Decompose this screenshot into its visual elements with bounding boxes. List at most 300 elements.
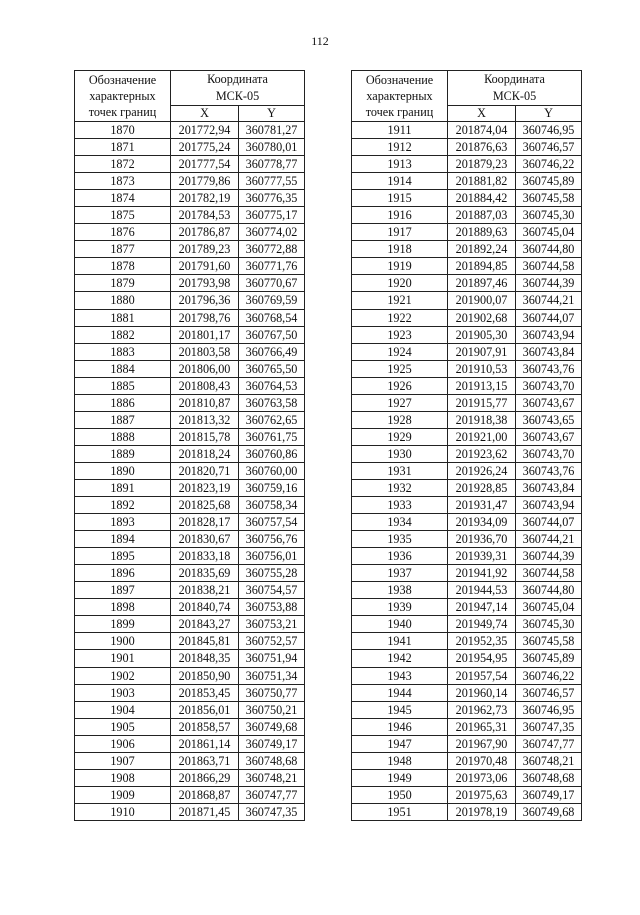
y-coordinate-cell: 360756,01 bbox=[239, 548, 305, 565]
x-coordinate-cell: 201889,63 bbox=[448, 224, 516, 241]
x-coordinate-cell: 201902,68 bbox=[448, 309, 516, 326]
point-number-cell: 1932 bbox=[352, 479, 448, 496]
table-row bbox=[352, 139, 582, 156]
point-number-cell: 1907 bbox=[75, 752, 171, 769]
table-row bbox=[352, 752, 582, 769]
x-coordinate-cell: 201833,18 bbox=[171, 548, 239, 565]
x-coordinate-cell: 201936,70 bbox=[448, 531, 516, 548]
table-row bbox=[75, 803, 305, 820]
point-number-cell: 1940 bbox=[352, 616, 448, 633]
point-number-cell: 1894 bbox=[75, 531, 171, 548]
table-row bbox=[352, 514, 582, 531]
x-coordinate-cell: 201823,19 bbox=[171, 479, 239, 496]
table-row bbox=[75, 667, 305, 684]
table-row bbox=[352, 769, 582, 786]
x-coordinate-cell: 201907,91 bbox=[448, 343, 516, 360]
y-coordinate-cell: 360781,27 bbox=[239, 122, 305, 139]
y-coordinate-cell: 360743,76 bbox=[516, 462, 582, 479]
x-coordinate-cell: 201871,45 bbox=[171, 803, 239, 820]
table-row bbox=[352, 411, 582, 428]
point-number-cell: 1947 bbox=[352, 735, 448, 752]
y-coordinate-cell: 360743,94 bbox=[516, 326, 582, 343]
point-number-cell: 1891 bbox=[75, 479, 171, 496]
y-coordinate-cell: 360769,59 bbox=[239, 292, 305, 309]
table-row bbox=[75, 275, 305, 292]
x-coordinate-cell: 201808,43 bbox=[171, 377, 239, 394]
point-number-cell: 1890 bbox=[75, 462, 171, 479]
x-coordinate-cell: 201967,90 bbox=[448, 735, 516, 752]
point-number-cell: 1875 bbox=[75, 207, 171, 224]
x-coordinate-cell: 201928,85 bbox=[448, 479, 516, 496]
y-coordinate-cell: 360768,54 bbox=[239, 309, 305, 326]
y-coordinate-cell: 360749,68 bbox=[239, 718, 305, 735]
point-number-cell: 1871 bbox=[75, 139, 171, 156]
x-coordinate-cell: 201879,23 bbox=[448, 156, 516, 173]
x-coordinate-cell: 201947,14 bbox=[448, 599, 516, 616]
point-number-cell: 1927 bbox=[352, 394, 448, 411]
point-number-cell: 1926 bbox=[352, 377, 448, 394]
table-row bbox=[352, 292, 582, 309]
table-row bbox=[352, 786, 582, 803]
y-coordinate-cell: 360743,84 bbox=[516, 479, 582, 496]
point-number-cell: 1900 bbox=[75, 633, 171, 650]
table-row bbox=[75, 224, 305, 241]
x-column-header: X bbox=[448, 106, 516, 122]
point-number-cell: 1889 bbox=[75, 445, 171, 462]
x-coordinate-cell: 201957,54 bbox=[448, 667, 516, 684]
x-coordinate-cell: 201881,82 bbox=[448, 173, 516, 190]
x-coordinate-cell: 201801,17 bbox=[171, 326, 239, 343]
y-coordinate-cell: 360748,21 bbox=[516, 752, 582, 769]
point-number-cell: 1918 bbox=[352, 241, 448, 258]
y-coordinate-cell: 360748,68 bbox=[239, 752, 305, 769]
x-coordinate-cell: 201939,31 bbox=[448, 548, 516, 565]
x-coordinate-cell: 201843,27 bbox=[171, 616, 239, 633]
x-coordinate-cell: 201828,17 bbox=[171, 514, 239, 531]
x-coordinate-cell: 201791,60 bbox=[171, 258, 239, 275]
x-coordinate-cell: 201861,14 bbox=[171, 735, 239, 752]
point-number-cell: 1883 bbox=[75, 343, 171, 360]
point-number-cell: 1888 bbox=[75, 428, 171, 445]
point-number-cell: 1904 bbox=[75, 701, 171, 718]
coordinate-header bbox=[448, 71, 582, 106]
x-coordinate-cell: 201897,46 bbox=[448, 275, 516, 292]
table-row bbox=[75, 786, 305, 803]
header-line: характерных bbox=[366, 89, 433, 103]
table-row bbox=[352, 190, 582, 207]
table-row bbox=[75, 156, 305, 173]
point-number-cell: 1948 bbox=[352, 752, 448, 769]
point-number-cell: 1936 bbox=[352, 548, 448, 565]
header-line: точек границ bbox=[365, 105, 434, 119]
x-coordinate-cell: 201863,71 bbox=[171, 752, 239, 769]
table-row bbox=[352, 633, 582, 650]
y-coordinate-cell: 360744,07 bbox=[516, 309, 582, 326]
point-number-cell: 1892 bbox=[75, 497, 171, 514]
y-coordinate-cell: 360757,54 bbox=[239, 514, 305, 531]
y-coordinate-cell: 360744,80 bbox=[516, 241, 582, 258]
point-number-cell: 1919 bbox=[352, 258, 448, 275]
y-coordinate-cell: 360744,80 bbox=[516, 582, 582, 599]
x-coordinate-cell: 201789,23 bbox=[171, 241, 239, 258]
y-coordinate-cell: 360754,57 bbox=[239, 582, 305, 599]
x-coordinate-cell: 201782,19 bbox=[171, 190, 239, 207]
x-coordinate-cell: 201900,07 bbox=[448, 292, 516, 309]
point-number-cell: 1870 bbox=[75, 122, 171, 139]
point-number-cell: 1945 bbox=[352, 701, 448, 718]
y-coordinate-cell: 360760,86 bbox=[239, 445, 305, 462]
y-column-header: Y bbox=[516, 106, 582, 122]
table-row bbox=[352, 531, 582, 548]
point-number-cell: 1950 bbox=[352, 786, 448, 803]
point-number-cell: 1873 bbox=[75, 173, 171, 190]
point-number-cell: 1909 bbox=[75, 786, 171, 803]
point-number-cell: 1949 bbox=[352, 769, 448, 786]
y-coordinate-cell: 360747,77 bbox=[239, 786, 305, 803]
y-coordinate-cell: 360750,77 bbox=[239, 684, 305, 701]
table-row bbox=[75, 207, 305, 224]
x-coordinate-cell: 201973,06 bbox=[448, 769, 516, 786]
coordinate-header bbox=[171, 71, 305, 106]
x-coordinate-cell: 201926,24 bbox=[448, 462, 516, 479]
y-coordinate-cell: 360774,02 bbox=[239, 224, 305, 241]
y-coordinate-cell: 360749,17 bbox=[239, 735, 305, 752]
table-body bbox=[352, 122, 582, 821]
table-row bbox=[352, 684, 582, 701]
table-row bbox=[75, 531, 305, 548]
table-row bbox=[75, 122, 305, 139]
table-row bbox=[75, 326, 305, 343]
y-coordinate-cell: 360743,70 bbox=[516, 377, 582, 394]
point-number-cell: 1944 bbox=[352, 684, 448, 701]
point-number-cell: 1942 bbox=[352, 650, 448, 667]
point-number-cell: 1893 bbox=[75, 514, 171, 531]
table-row bbox=[75, 548, 305, 565]
point-number-cell: 1924 bbox=[352, 343, 448, 360]
y-coordinate-cell: 360761,75 bbox=[239, 428, 305, 445]
point-number-cell: 1903 bbox=[75, 684, 171, 701]
x-coordinate-cell: 201856,01 bbox=[171, 701, 239, 718]
x-coordinate-cell: 201918,38 bbox=[448, 411, 516, 428]
y-coordinate-cell: 360746,95 bbox=[516, 701, 582, 718]
table-row bbox=[75, 343, 305, 360]
x-coordinate-cell: 201779,86 bbox=[171, 173, 239, 190]
x-coordinate-cell: 201960,14 bbox=[448, 684, 516, 701]
point-number-cell: 1881 bbox=[75, 309, 171, 326]
table-row bbox=[352, 275, 582, 292]
x-coordinate-cell: 201910,53 bbox=[448, 360, 516, 377]
point-number-cell: 1925 bbox=[352, 360, 448, 377]
table-row bbox=[75, 377, 305, 394]
table-row bbox=[352, 224, 582, 241]
point-number-cell: 1906 bbox=[75, 735, 171, 752]
header-line: Координата bbox=[207, 72, 268, 86]
y-coordinate-cell: 360745,04 bbox=[516, 599, 582, 616]
x-coordinate-cell: 201786,87 bbox=[171, 224, 239, 241]
table-row bbox=[352, 207, 582, 224]
y-coordinate-cell: 360746,57 bbox=[516, 684, 582, 701]
point-number-cell: 1911 bbox=[352, 122, 448, 139]
table-row bbox=[75, 292, 305, 309]
y-coordinate-cell: 360748,68 bbox=[516, 769, 582, 786]
coordinates-table-right bbox=[351, 70, 582, 821]
x-coordinate-cell: 201934,09 bbox=[448, 514, 516, 531]
y-coordinate-cell: 360771,76 bbox=[239, 258, 305, 275]
x-coordinate-cell: 201803,58 bbox=[171, 343, 239, 360]
table-row bbox=[352, 156, 582, 173]
x-coordinate-cell: 201830,67 bbox=[171, 531, 239, 548]
point-number-cell: 1885 bbox=[75, 377, 171, 394]
point-number-cell: 1887 bbox=[75, 411, 171, 428]
y-coordinate-cell: 360747,77 bbox=[516, 735, 582, 752]
table-row bbox=[352, 173, 582, 190]
table-row bbox=[75, 769, 305, 786]
header-line: Обозначение bbox=[88, 73, 157, 87]
table-row bbox=[352, 360, 582, 377]
y-coordinate-cell: 360772,88 bbox=[239, 241, 305, 258]
table-row bbox=[352, 462, 582, 479]
y-coordinate-cell: 360743,94 bbox=[516, 497, 582, 514]
point-number-cell: 1930 bbox=[352, 445, 448, 462]
y-coordinate-cell: 360751,34 bbox=[239, 667, 305, 684]
point-number-cell: 1880 bbox=[75, 292, 171, 309]
point-number-cell: 1928 bbox=[352, 411, 448, 428]
y-coordinate-cell: 360745,89 bbox=[516, 650, 582, 667]
point-number-cell: 1879 bbox=[75, 275, 171, 292]
table-row bbox=[352, 718, 582, 735]
x-coordinate-cell: 201777,54 bbox=[171, 156, 239, 173]
y-coordinate-cell: 360745,30 bbox=[516, 616, 582, 633]
y-coordinate-cell: 360753,21 bbox=[239, 616, 305, 633]
y-coordinate-cell: 360745,58 bbox=[516, 190, 582, 207]
table-row bbox=[75, 616, 305, 633]
x-coordinate-cell: 201810,87 bbox=[171, 394, 239, 411]
table-row bbox=[75, 258, 305, 275]
table-row bbox=[75, 411, 305, 428]
x-coordinate-cell: 201798,76 bbox=[171, 309, 239, 326]
x-coordinate-cell: 201941,92 bbox=[448, 565, 516, 582]
x-coordinate-cell: 201887,03 bbox=[448, 207, 516, 224]
y-coordinate-cell: 360743,76 bbox=[516, 360, 582, 377]
y-coordinate-cell: 360759,16 bbox=[239, 479, 305, 496]
x-coordinate-cell: 201815,78 bbox=[171, 428, 239, 445]
y-coordinate-cell: 360749,68 bbox=[516, 803, 582, 820]
point-number-cell: 1884 bbox=[75, 360, 171, 377]
point-number-cell: 1876 bbox=[75, 224, 171, 241]
y-coordinate-cell: 360745,89 bbox=[516, 173, 582, 190]
y-coordinate-cell: 360777,55 bbox=[239, 173, 305, 190]
table-row bbox=[352, 735, 582, 752]
table-row bbox=[75, 582, 305, 599]
table-row bbox=[75, 462, 305, 479]
point-number-cell: 1901 bbox=[75, 650, 171, 667]
table-row bbox=[352, 803, 582, 820]
point-number-cell: 1912 bbox=[352, 139, 448, 156]
x-coordinate-cell: 201853,45 bbox=[171, 684, 239, 701]
point-number-cell: 1951 bbox=[352, 803, 448, 820]
header-line: МСК-05 bbox=[215, 89, 260, 103]
y-coordinate-cell: 360747,35 bbox=[239, 803, 305, 820]
x-coordinate-cell: 201848,35 bbox=[171, 650, 239, 667]
point-number-cell: 1935 bbox=[352, 531, 448, 548]
x-coordinate-cell: 201921,00 bbox=[448, 428, 516, 445]
table-row bbox=[75, 173, 305, 190]
point-number-cell: 1929 bbox=[352, 428, 448, 445]
y-coordinate-cell: 360765,50 bbox=[239, 360, 305, 377]
x-coordinate-cell: 201876,63 bbox=[448, 139, 516, 156]
x-coordinate-cell: 201944,53 bbox=[448, 582, 516, 599]
y-coordinate-cell: 360763,58 bbox=[239, 394, 305, 411]
y-column-header: Y bbox=[239, 106, 305, 122]
table-row bbox=[352, 343, 582, 360]
y-coordinate-cell: 360780,01 bbox=[239, 139, 305, 156]
y-coordinate-cell: 360767,50 bbox=[239, 326, 305, 343]
x-coordinate-cell: 201818,24 bbox=[171, 445, 239, 462]
y-coordinate-cell: 360756,76 bbox=[239, 531, 305, 548]
point-number-cell: 1895 bbox=[75, 548, 171, 565]
table-row bbox=[352, 565, 582, 582]
x-coordinate-cell: 201892,24 bbox=[448, 241, 516, 258]
x-coordinate-cell: 201840,74 bbox=[171, 599, 239, 616]
x-coordinate-cell: 201845,81 bbox=[171, 633, 239, 650]
y-coordinate-cell: 360744,58 bbox=[516, 258, 582, 275]
point-number-cell: 1899 bbox=[75, 616, 171, 633]
x-coordinate-cell: 201820,71 bbox=[171, 462, 239, 479]
point-number-cell: 1923 bbox=[352, 326, 448, 343]
table-row bbox=[75, 701, 305, 718]
x-coordinate-cell: 201952,35 bbox=[448, 633, 516, 650]
y-coordinate-cell: 360745,30 bbox=[516, 207, 582, 224]
point-number-cell: 1872 bbox=[75, 156, 171, 173]
x-column-header: X bbox=[171, 106, 239, 122]
point-number-cell: 1882 bbox=[75, 326, 171, 343]
coordinates-table-left bbox=[74, 70, 305, 821]
x-coordinate-cell: 201931,47 bbox=[448, 497, 516, 514]
table-row bbox=[352, 241, 582, 258]
y-coordinate-cell: 360743,65 bbox=[516, 411, 582, 428]
point-number-cell: 1933 bbox=[352, 497, 448, 514]
x-coordinate-cell: 201838,21 bbox=[171, 582, 239, 599]
point-number-cell: 1915 bbox=[352, 190, 448, 207]
header-line: точек границ bbox=[88, 105, 157, 119]
y-coordinate-cell: 360744,39 bbox=[516, 275, 582, 292]
y-coordinate-cell: 360743,70 bbox=[516, 445, 582, 462]
point-number-cell: 1908 bbox=[75, 769, 171, 786]
point-number-cell: 1922 bbox=[352, 309, 448, 326]
y-coordinate-cell: 360770,67 bbox=[239, 275, 305, 292]
y-coordinate-cell: 360755,28 bbox=[239, 565, 305, 582]
point-number-cell: 1874 bbox=[75, 190, 171, 207]
x-coordinate-cell: 201915,77 bbox=[448, 394, 516, 411]
y-coordinate-cell: 360747,35 bbox=[516, 718, 582, 735]
table-row bbox=[75, 428, 305, 445]
y-coordinate-cell: 360744,39 bbox=[516, 548, 582, 565]
point-number-cell: 1931 bbox=[352, 462, 448, 479]
y-coordinate-cell: 360744,58 bbox=[516, 565, 582, 582]
table-row bbox=[352, 377, 582, 394]
header-line: Координата bbox=[484, 72, 545, 86]
x-coordinate-cell: 201975,63 bbox=[448, 786, 516, 803]
point-number-cell: 1917 bbox=[352, 224, 448, 241]
point-number-cell: 1937 bbox=[352, 565, 448, 582]
y-coordinate-cell: 360744,07 bbox=[516, 514, 582, 531]
table-row bbox=[75, 633, 305, 650]
x-coordinate-cell: 201923,62 bbox=[448, 445, 516, 462]
y-coordinate-cell: 360745,58 bbox=[516, 633, 582, 650]
page-number: 112 bbox=[311, 34, 329, 48]
x-coordinate-cell: 201949,74 bbox=[448, 616, 516, 633]
table-row bbox=[75, 514, 305, 531]
table-body bbox=[75, 122, 305, 821]
table-row bbox=[352, 326, 582, 343]
table-row bbox=[75, 394, 305, 411]
table-row bbox=[352, 667, 582, 684]
y-coordinate-cell: 360752,57 bbox=[239, 633, 305, 650]
point-number-cell: 1877 bbox=[75, 241, 171, 258]
x-coordinate-cell: 201954,95 bbox=[448, 650, 516, 667]
x-coordinate-cell: 201806,00 bbox=[171, 360, 239, 377]
point-number-cell: 1896 bbox=[75, 565, 171, 582]
y-coordinate-cell: 360743,67 bbox=[516, 394, 582, 411]
table-row bbox=[75, 752, 305, 769]
table-row bbox=[75, 565, 305, 582]
y-coordinate-cell: 360758,34 bbox=[239, 497, 305, 514]
point-number-cell: 1910 bbox=[75, 803, 171, 820]
y-coordinate-cell: 360743,84 bbox=[516, 343, 582, 360]
x-coordinate-cell: 201874,04 bbox=[448, 122, 516, 139]
x-coordinate-cell: 201962,73 bbox=[448, 701, 516, 718]
table-row bbox=[352, 701, 582, 718]
point-number-cell: 1941 bbox=[352, 633, 448, 650]
header-line: характерных bbox=[89, 89, 156, 103]
point-number-cell: 1902 bbox=[75, 667, 171, 684]
point-number-cell: 1897 bbox=[75, 582, 171, 599]
table-row bbox=[352, 599, 582, 616]
x-coordinate-cell: 201868,87 bbox=[171, 786, 239, 803]
point-number-cell: 1878 bbox=[75, 258, 171, 275]
y-coordinate-cell: 360748,21 bbox=[239, 769, 305, 786]
y-coordinate-cell: 360746,95 bbox=[516, 122, 582, 139]
y-coordinate-cell: 360753,88 bbox=[239, 599, 305, 616]
table-row bbox=[75, 241, 305, 258]
y-coordinate-cell: 360743,67 bbox=[516, 428, 582, 445]
x-coordinate-cell: 201784,53 bbox=[171, 207, 239, 224]
x-coordinate-cell: 201850,90 bbox=[171, 667, 239, 684]
point-number-cell: 1913 bbox=[352, 156, 448, 173]
x-coordinate-cell: 201866,29 bbox=[171, 769, 239, 786]
x-coordinate-cell: 201835,69 bbox=[171, 565, 239, 582]
x-coordinate-cell: 201813,32 bbox=[171, 411, 239, 428]
point-number-cell: 1939 bbox=[352, 599, 448, 616]
header-line: Обозначение bbox=[365, 73, 434, 87]
table-row bbox=[75, 718, 305, 735]
table-row bbox=[352, 122, 582, 139]
y-coordinate-cell: 360746,22 bbox=[516, 156, 582, 173]
point-number-cell: 1946 bbox=[352, 718, 448, 735]
table-row bbox=[352, 582, 582, 599]
y-coordinate-cell: 360745,04 bbox=[516, 224, 582, 241]
y-coordinate-cell: 360746,22 bbox=[516, 667, 582, 684]
point-number-cell: 1938 bbox=[352, 582, 448, 599]
x-coordinate-cell: 201894,85 bbox=[448, 258, 516, 275]
y-coordinate-cell: 360746,57 bbox=[516, 139, 582, 156]
table-row bbox=[352, 479, 582, 496]
point-designation-header bbox=[75, 71, 171, 122]
table-row bbox=[75, 190, 305, 207]
y-coordinate-cell: 360766,49 bbox=[239, 343, 305, 360]
y-coordinate-cell: 360764,53 bbox=[239, 377, 305, 394]
table-row bbox=[75, 497, 305, 514]
